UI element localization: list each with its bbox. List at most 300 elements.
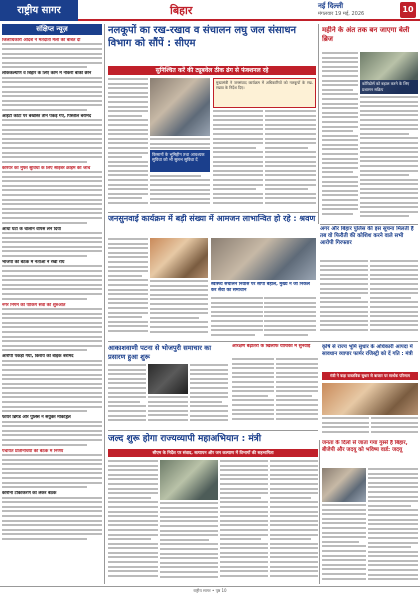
right-low-text-1 <box>322 417 369 437</box>
text-line <box>2 439 102 441</box>
text-line <box>322 417 369 419</box>
text-line <box>2 326 102 328</box>
text-line <box>322 559 366 561</box>
text-line <box>322 185 358 187</box>
text-line <box>232 367 274 369</box>
text-line <box>368 468 418 470</box>
text-line <box>322 422 369 424</box>
text-line <box>360 151 418 153</box>
text-line <box>322 144 358 146</box>
story4-photo <box>211 238 316 280</box>
text-line <box>2 482 102 484</box>
body-text <box>150 138 210 207</box>
text-line <box>368 491 418 493</box>
text-line <box>108 373 146 375</box>
text-line <box>320 265 368 267</box>
text-line <box>320 315 368 317</box>
text-line <box>322 181 358 183</box>
masthead: नई दिल्ली <box>318 2 344 10</box>
text-line <box>160 539 209 541</box>
text-line <box>190 419 228 421</box>
text-line <box>108 87 148 89</box>
text-line <box>108 483 158 485</box>
text-line <box>150 294 208 296</box>
story3-text-1 <box>108 364 146 426</box>
column-rule <box>318 24 319 224</box>
text-line <box>360 183 418 185</box>
text-line <box>265 188 308 190</box>
text-line <box>322 103 358 105</box>
text-line <box>2 322 102 324</box>
text-line <box>160 511 218 513</box>
text-line <box>265 138 316 140</box>
text-line <box>108 405 146 407</box>
body-text <box>190 364 228 424</box>
text-line <box>108 520 158 522</box>
text-line <box>2 199 102 201</box>
text-line <box>276 367 318 369</box>
text-line <box>270 538 311 540</box>
text-line <box>360 133 409 135</box>
brief-headline: आधा घंटा के चालान वापस लेने दिया <box>2 226 61 232</box>
text-line <box>2 171 102 173</box>
text-line <box>108 556 158 558</box>
text-line <box>108 570 158 572</box>
right-top-text-1 <box>322 52 358 222</box>
text-line <box>190 364 228 366</box>
body-text <box>371 417 418 435</box>
text-line <box>368 551 418 553</box>
text-line <box>322 518 366 520</box>
text-line <box>368 532 418 534</box>
story5-headline: आरक्षण बढ़ोतरी के खिलाफ याचिका में सुनवाई <box>232 344 311 349</box>
text-line <box>108 396 146 398</box>
text-line <box>322 426 369 428</box>
text-line <box>2 138 102 140</box>
text-line <box>322 509 366 511</box>
text-line <box>232 363 274 365</box>
text-line <box>265 202 316 204</box>
text-line <box>148 396 188 398</box>
text-line <box>2 203 102 205</box>
text-line <box>108 488 158 490</box>
text-line <box>322 153 358 155</box>
text-line <box>322 522 366 524</box>
text-line <box>270 524 318 526</box>
text-line <box>108 247 148 249</box>
body-text <box>320 260 368 334</box>
text-line <box>232 399 274 401</box>
text-line <box>108 552 158 554</box>
text-line <box>320 278 368 280</box>
text-line <box>213 165 263 167</box>
text-line <box>2 308 102 310</box>
text-line <box>150 331 208 333</box>
text-line <box>370 260 418 262</box>
text-line <box>368 514 418 516</box>
text-line <box>2 217 102 219</box>
text-line <box>150 285 208 287</box>
text-line <box>265 161 316 163</box>
text-line <box>322 66 358 68</box>
text-line <box>108 382 146 384</box>
text-line <box>211 302 263 304</box>
text-line <box>2 524 102 526</box>
text-line <box>108 238 148 240</box>
text-line <box>108 152 148 154</box>
text-line <box>190 387 228 389</box>
story2-text-2 <box>150 280 208 338</box>
text-line <box>264 320 316 322</box>
text-line <box>322 84 358 86</box>
text-line <box>150 298 208 300</box>
text-line <box>265 184 316 186</box>
text-line <box>368 523 418 525</box>
bottom-lead-headline: जल्द शुरू होगा राज्यव्यापी महाअभियान : मंत्री <box>108 434 262 444</box>
briefs-band: संक्षिप्त न्यूज़ <box>2 24 102 35</box>
text-line <box>232 395 268 397</box>
text-line <box>360 119 418 121</box>
text-line <box>276 386 318 388</box>
story2-photo <box>150 238 208 278</box>
text-line <box>220 497 261 499</box>
text-line <box>368 486 418 488</box>
text-line <box>370 265 418 267</box>
bottom-lead-text-2 <box>160 502 218 584</box>
text-line <box>320 306 368 308</box>
bottom-lead-text-3 <box>220 460 268 584</box>
text-line <box>108 119 148 121</box>
text-line <box>276 409 318 411</box>
text-line <box>108 197 142 199</box>
text-line <box>2 360 102 362</box>
text-line <box>108 193 148 195</box>
right-top-headline: महीने के अंत तक बन जाएगा बेली ब्रिज <box>322 26 410 43</box>
text-line <box>322 148 358 150</box>
text-line <box>232 358 274 360</box>
body-text <box>108 78 148 207</box>
right-mid-text-1 <box>320 260 368 336</box>
text-line <box>2 533 102 535</box>
body-text <box>368 468 418 583</box>
text-line <box>2 340 102 342</box>
body-text <box>322 417 369 435</box>
text-line <box>220 556 268 558</box>
text-line <box>108 170 148 172</box>
text-line <box>108 575 158 577</box>
text-line <box>270 501 318 503</box>
text-line <box>320 297 361 299</box>
text-line <box>322 527 366 529</box>
text-line <box>2 279 102 281</box>
text-line <box>360 156 418 158</box>
lead-text-col-1 <box>108 78 148 210</box>
text-line <box>370 297 411 299</box>
story2-text-1 <box>108 238 148 338</box>
brief-headline: फायर ब्रिगेड और पुलिस ने संयुक्त मॉकड्रिल <box>2 415 71 421</box>
text-line <box>264 302 316 304</box>
text-line <box>368 537 418 539</box>
lead-sidebar-box <box>213 78 316 108</box>
text-line <box>270 506 318 508</box>
text-line <box>108 261 148 263</box>
text-line <box>264 311 316 313</box>
text-line <box>322 75 358 77</box>
text-line <box>108 161 148 163</box>
text-line <box>370 269 418 271</box>
text-line <box>368 519 418 521</box>
text-line <box>220 506 268 508</box>
text-line <box>360 105 418 107</box>
text-line <box>2 383 102 385</box>
brief-item <box>2 354 102 412</box>
story2-headline: जनसुनवाई कार्यक्रम में बड़ी संख्या में आमजन लाभान्वित हो रहे : श्रवण <box>108 214 316 223</box>
brief-headline: कोरोना टीकाकरण को लेकर बैठक <box>2 491 57 497</box>
body-text <box>211 297 263 338</box>
text-line <box>108 325 148 327</box>
text-line <box>2 147 102 149</box>
text-line <box>276 363 318 365</box>
row-rule <box>108 430 318 431</box>
story4-text-2 <box>264 297 316 340</box>
text-line <box>360 179 418 181</box>
text-line <box>2 250 102 252</box>
text-line <box>232 409 274 411</box>
text-line <box>108 133 148 135</box>
text-line <box>148 405 188 407</box>
text-line <box>265 179 316 181</box>
text-line <box>190 373 228 375</box>
text-line <box>368 555 418 557</box>
text-line <box>2 53 102 55</box>
text-line <box>108 129 148 131</box>
text-line <box>108 147 148 149</box>
text-line <box>2 430 102 432</box>
text-line <box>360 128 418 130</box>
text-line <box>360 160 418 162</box>
text-line <box>276 358 318 360</box>
text-line <box>2 459 102 461</box>
text-line <box>148 410 188 412</box>
text-line <box>264 329 316 331</box>
text-line <box>220 515 268 517</box>
text-line <box>276 372 318 374</box>
text-line <box>322 550 366 552</box>
text-line <box>270 529 318 531</box>
lead-text-col-4 <box>265 110 316 210</box>
page-footer: राष्ट्रीय सागर • पृष्ठ 10 <box>0 586 420 594</box>
text-line <box>265 156 316 158</box>
text-line <box>2 208 102 210</box>
text-line <box>108 284 148 286</box>
text-line <box>2 345 102 347</box>
text-line <box>2 222 87 224</box>
row-rule <box>320 224 418 225</box>
text-line <box>368 542 418 544</box>
text-line <box>276 404 318 406</box>
text-line <box>2 374 102 376</box>
text-line <box>270 515 318 517</box>
text-line <box>160 516 218 518</box>
bottom-lead-text-4 <box>270 460 318 584</box>
body-text <box>322 504 366 582</box>
text-line <box>150 312 208 314</box>
text-line <box>368 500 418 502</box>
text-line <box>211 315 263 317</box>
text-line <box>220 474 268 476</box>
text-line <box>220 561 268 563</box>
text-line <box>108 243 148 245</box>
text-line <box>2 129 102 131</box>
text-line <box>2 529 102 531</box>
text-line <box>2 506 102 508</box>
text-line <box>368 482 418 484</box>
text-line <box>322 504 366 506</box>
text-line <box>2 57 102 59</box>
text-line <box>360 142 418 144</box>
brief-item <box>2 227 102 257</box>
text-line <box>2 520 102 522</box>
text-line <box>360 114 418 116</box>
text-line <box>232 376 274 378</box>
text-line <box>108 474 158 476</box>
text-line <box>150 202 210 204</box>
text-line <box>220 575 268 577</box>
text-line <box>220 547 268 549</box>
text-line <box>320 292 368 294</box>
body-text <box>270 460 318 579</box>
text-line <box>322 532 366 534</box>
text-line <box>370 274 418 276</box>
text-line <box>322 541 359 543</box>
text-line <box>108 515 158 517</box>
text-line <box>265 174 316 176</box>
text-line <box>160 562 218 564</box>
text-line <box>160 566 218 568</box>
text-line <box>2 444 87 446</box>
brief-item <box>2 260 102 300</box>
text-line <box>322 536 366 538</box>
text-line <box>150 289 208 291</box>
bridge-photo <box>360 52 418 94</box>
text-line <box>108 270 148 272</box>
text-line <box>213 188 256 190</box>
text-line <box>322 130 353 132</box>
body-text <box>148 396 188 424</box>
text-line <box>370 278 418 280</box>
text-line <box>213 110 263 112</box>
column-rule <box>104 24 105 584</box>
text-line <box>2 421 102 423</box>
text-line <box>322 107 358 109</box>
text-line <box>108 115 142 117</box>
text-line <box>360 192 418 194</box>
text-line <box>2 410 87 412</box>
text-line <box>108 188 148 190</box>
text-line <box>370 283 418 285</box>
row-rule <box>108 341 418 342</box>
text-line <box>220 524 268 526</box>
text-line <box>276 399 318 401</box>
text-line <box>360 110 418 112</box>
text-line <box>265 115 316 117</box>
text-line <box>108 106 148 108</box>
text-line <box>322 568 366 570</box>
text-line <box>160 576 218 578</box>
text-line <box>150 189 210 191</box>
text-line <box>276 395 312 397</box>
right-low-headline: कृषि से राज्य भूमि सुधार के अधिकारी आपदा में सावधान व्यापार फार्मर रजिस्ट्री को दें गति : मंत्री <box>322 344 413 357</box>
page-header <box>0 0 420 21</box>
text-line <box>322 578 366 580</box>
lead-quote: किसानों के भूमिहीन तथा आवश्यक सुविधा को भी सुलभ सुविधा दें <box>152 152 205 162</box>
text-line <box>320 320 368 322</box>
text-line <box>150 175 201 177</box>
text-line <box>320 329 368 331</box>
text-line <box>265 147 308 149</box>
text-line <box>108 307 148 309</box>
text-line <box>108 174 148 176</box>
text-line <box>213 124 263 126</box>
brief-headline: भाजपा की बैठक में नेताओं ने रखी राय <box>2 260 65 265</box>
text-line <box>368 528 418 530</box>
text-line <box>322 213 353 215</box>
story4-text-1 <box>211 297 263 340</box>
text-line <box>160 530 218 532</box>
text-line <box>220 460 268 462</box>
text-line <box>276 376 318 378</box>
text-line <box>160 502 218 504</box>
text-line <box>150 179 210 181</box>
text-line <box>108 469 158 471</box>
story5-text-1 <box>232 358 274 426</box>
text-line <box>108 460 158 462</box>
text-line <box>2 284 102 286</box>
text-line <box>213 179 263 181</box>
text-line <box>2 369 102 371</box>
text-line <box>150 198 210 200</box>
brief-item <box>2 38 102 68</box>
text-line <box>320 311 368 313</box>
text-line <box>2 48 102 50</box>
text-line <box>211 320 263 322</box>
text-line <box>108 378 146 380</box>
text-line <box>190 369 228 371</box>
text-line <box>150 184 210 186</box>
text-line <box>265 128 316 130</box>
text-line <box>368 477 418 479</box>
text-line <box>2 293 102 295</box>
text-line <box>322 52 358 54</box>
text-line <box>368 546 411 548</box>
text-line <box>108 524 158 526</box>
text-line <box>108 330 148 332</box>
text-line <box>108 78 148 80</box>
text-line <box>2 86 102 88</box>
text-line <box>108 83 148 85</box>
text-line <box>371 426 418 428</box>
text-line <box>190 396 228 398</box>
text-line <box>213 161 263 163</box>
brief-item <box>2 114 102 163</box>
bottom-lead-text-1 <box>108 460 158 584</box>
text-line <box>211 311 263 313</box>
text-line <box>232 413 274 415</box>
brief-headline: करियर को मुफ्त सुविधा के लिए साइबर क्राइम की जांच <box>2 165 91 171</box>
issue-date: मंगलवार 19 मई, 2026 <box>318 11 365 17</box>
text-line <box>2 124 102 126</box>
text-line <box>108 369 146 371</box>
